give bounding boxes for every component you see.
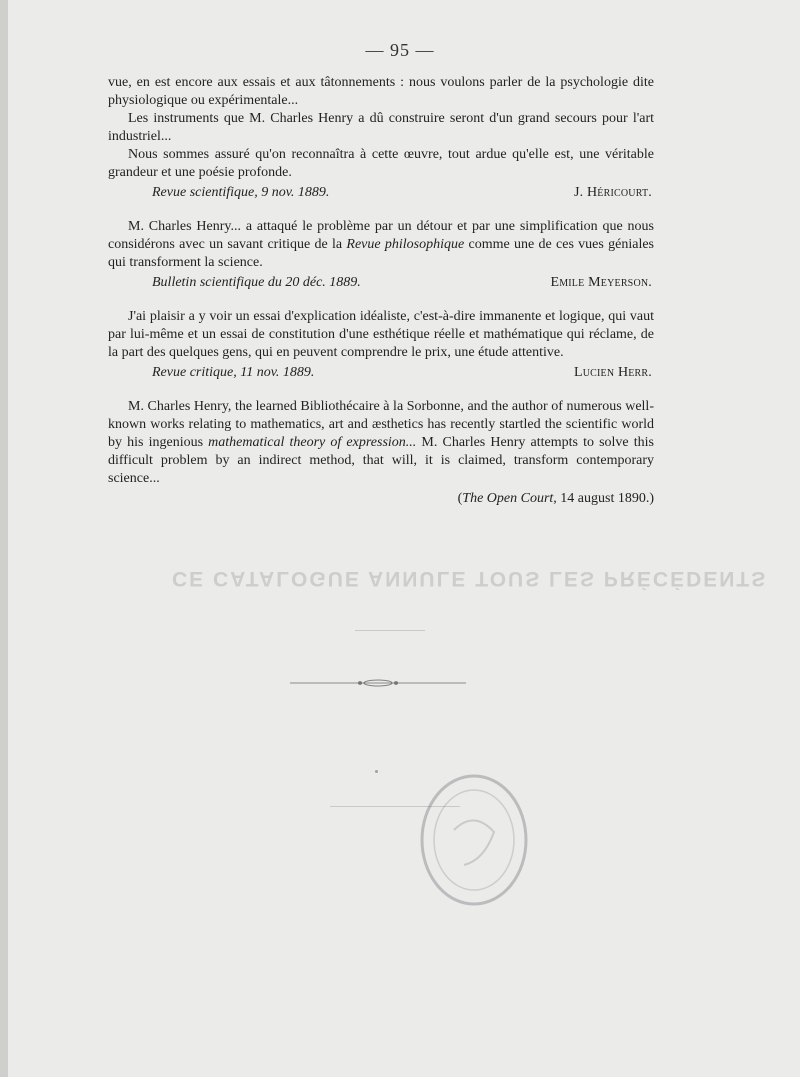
paragraph xyxy=(108,398,654,488)
citation-author: J. Héricourt. xyxy=(573,185,652,200)
citation-author: Emile Meyerson. xyxy=(550,275,652,290)
text-run: M. Charles Henry, the learned Bibliothécaire à la Sorbonne, and the author of numerous well-known works relating to mathematics, art and æsthetics has recently startled the scientific world by his ingenious xyxy=(108,399,654,450)
citation-source: The Open Court xyxy=(462,491,554,506)
quote-meyerson xyxy=(108,218,654,292)
citation-author: Lucien Herr. xyxy=(573,365,652,380)
citation xyxy=(108,184,654,202)
bleed-through-banner: CE CATALOGUE ANNULE TOUS LES PRÉCÉDENTS xyxy=(172,567,768,590)
paragraph xyxy=(108,218,654,272)
text-run: M. Charles Henry... a attaqué le problème par un détour et par une simplification que nous considérons avec un savant critique de la xyxy=(108,219,654,252)
citation-source: Revue critique, 11 nov. 1889. xyxy=(152,365,315,380)
library-stamp-icon xyxy=(414,770,534,910)
text-run: ( xyxy=(457,491,463,506)
bleed-through-rule xyxy=(355,630,425,631)
text-run: M. Charles Henry attempts to solve this difficult problem by an indirect method, that will, it is claimed, transform contemporary science... xyxy=(108,435,654,486)
page-edge xyxy=(0,0,8,1077)
page-number: — 95 — xyxy=(365,40,435,60)
citation-source: Bulletin scientifique du 20 déc. 1889. xyxy=(152,275,361,290)
quote-open-court xyxy=(108,398,654,508)
paragraph: vue, en est encore aux essais et aux tâtonnements : nous voulons parler de la psychologie dite physiologique ou expérimentale... xyxy=(108,75,654,108)
quote-hericourt xyxy=(108,74,654,202)
paragraph: Les instruments que M. Charles Henry a dû construire seront d'un grand secours pour l'art industriel... xyxy=(108,111,654,144)
paragraph: Nous sommes assuré qu'on reconnaîtra à cette œuvre, tout ardue qu'elle est, une véritable grandeur et une poésie profonde. xyxy=(108,147,654,180)
citation-source: Revue scientifique, 9 nov. 1889. xyxy=(152,185,330,200)
main-text xyxy=(108,74,654,524)
journal-title: Revue philosophique xyxy=(346,237,465,252)
text-run: comme une de ces vues géniales qui transforment la science. xyxy=(108,237,655,270)
emphasized-phrase: mathematical theory of expression... xyxy=(208,435,417,450)
citation-date: , 14 august 1890.) xyxy=(553,491,654,506)
citation xyxy=(108,274,654,292)
citation xyxy=(108,490,654,508)
quote-herr xyxy=(108,308,654,382)
paragraph: J'ai plaisir a y voir un essai d'explication idéaliste, c'est-à-dire immanente et logique, qui vaut par lui-même et un essai de constitution d'une esthétique réelle et mathématique qui réclame, de la part des quelques gens, qui en peuvent comprendre le prix, une étude attentive. xyxy=(108,309,654,360)
ink-dot xyxy=(375,770,378,773)
decorative-ornament-icon xyxy=(290,676,466,690)
citation xyxy=(108,364,654,382)
